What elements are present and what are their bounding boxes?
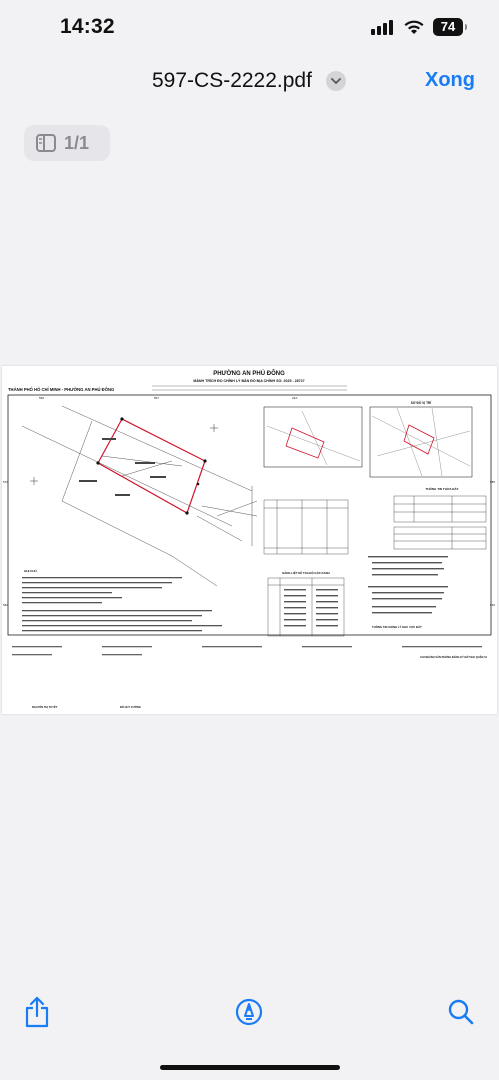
coords-rows <box>284 589 338 626</box>
markup-button[interactable] <box>229 990 269 1034</box>
area-table <box>264 500 348 554</box>
legend-title: GHI CHÚ <box>24 569 37 573</box>
grid-label: 540 <box>490 603 496 607</box>
signer-left: NGUYỄN THỊ TUYẾT <box>32 706 58 709</box>
search-button[interactable] <box>441 990 481 1034</box>
map-area <box>22 406 257 586</box>
footer-lines <box>12 646 482 655</box>
done-button[interactable]: Xong <box>425 69 475 91</box>
search-icon <box>447 998 475 1026</box>
status-bar <box>0 0 499 58</box>
home-indicator <box>160 1065 340 1070</box>
plot-boundary <box>98 419 205 513</box>
signer-mid: ĐỖ HUY CƯỜNG <box>120 706 141 709</box>
status-time: 14:32 <box>60 15 115 38</box>
grid-label: 24A <box>292 396 298 400</box>
grid-label: 597 <box>154 396 160 400</box>
pdf-page[interactable] <box>2 366 497 714</box>
land-use-title: THÔNG TIN CHỈNH LÝ KHU VỰC ĐẤT <box>372 625 422 629</box>
plot-info-title: THÔNG TIN THỬA ĐẤT <box>425 487 459 491</box>
page-count: 1/1 <box>64 132 90 153</box>
battery-level: 74 <box>440 19 456 34</box>
cadastral-map <box>2 366 497 714</box>
grid-label: 585 <box>490 480 496 484</box>
share-button[interactable] <box>17 990 57 1034</box>
signer-right: CHI NHÁNH VĂN PHÒNG ĐĂNG KÝ ĐẤT ĐAI QUẬN 12 <box>420 656 487 659</box>
map-crosshairs <box>30 424 218 485</box>
land-use-notes <box>368 556 448 613</box>
wifi-icon <box>403 19 425 35</box>
page-indicator[interactable] <box>24 125 110 161</box>
legend-lines <box>22 577 222 631</box>
plot-vertices <box>96 417 206 514</box>
status-icons <box>371 18 463 36</box>
location-map-title: SƠ ĐỒ VỊ TRÍ <box>410 401 432 405</box>
doc-region: THÀNH PHỐ HỒ CHÍ MINH - PHƯỜNG AN PHÚ ĐÔNG <box>8 387 115 392</box>
grid-label: 570 <box>3 480 9 484</box>
page-thumbnail-icon <box>36 134 56 152</box>
file-title[interactable]: 597-CS-2222.pdf <box>152 69 312 92</box>
chevron-down-icon <box>331 78 341 85</box>
doc-title: PHƯỜNG AN PHÚ ĐÔNG <box>213 371 285 377</box>
signal-icon <box>371 19 395 35</box>
plot-info-table <box>394 496 486 549</box>
coords-table-title: BẢNG LIỆT KÊ TỌA ĐỘ GÓC RANH <box>282 571 330 575</box>
title-menu-button[interactable] <box>326 71 346 91</box>
grid-label: 596 <box>39 396 45 400</box>
location-map <box>370 407 472 477</box>
share-icon <box>24 996 50 1028</box>
nav-bar <box>0 60 499 104</box>
bottom-toolbar <box>0 990 499 1040</box>
doc-subtitle: MẢNH TRÍCH ĐO CHỈNH LÝ BẢN ĐỒ ĐỊA CHÍNH SỐ: 2025 - 28727 <box>193 379 305 383</box>
markup-icon <box>235 998 263 1026</box>
battery-icon <box>433 18 463 36</box>
grid-label: 540 <box>3 603 9 607</box>
